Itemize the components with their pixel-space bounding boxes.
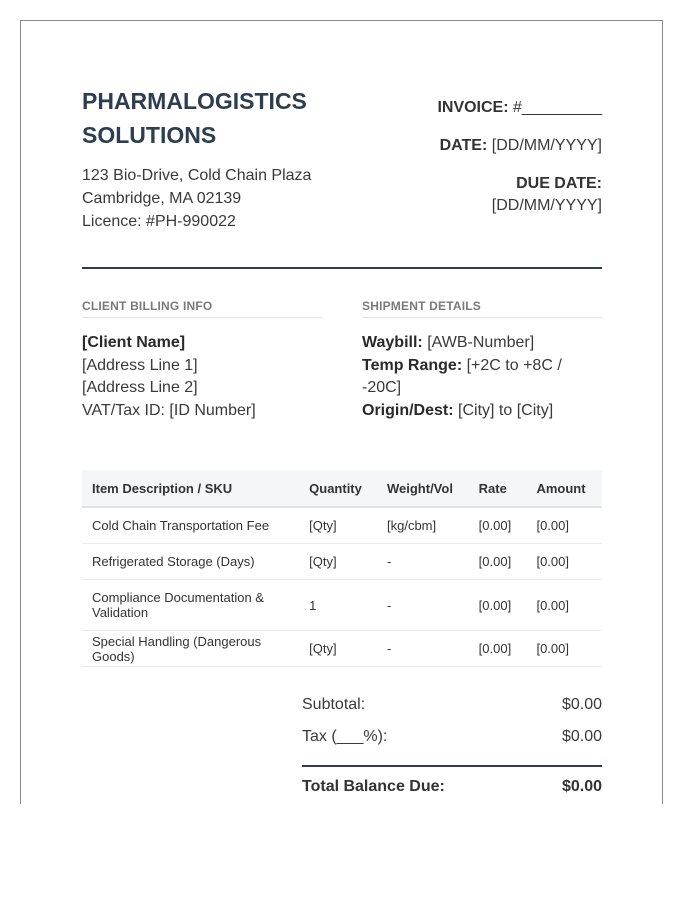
temp-range-value: [+2C to +8C / -20C] [362, 356, 562, 396]
column-header-rate: Rate [469, 470, 527, 507]
item-quantity: [Qty] [299, 544, 377, 580]
subtotal-value: $0.00 [561, 696, 602, 713]
invoice-date-label: DATE: [439, 137, 488, 154]
item-rate: [0.00] [469, 631, 527, 667]
item-rate: [0.00] [469, 580, 527, 631]
item-amount: [0.00] [526, 544, 602, 580]
due-date-value: [DD/MM/YYYY] [491, 197, 602, 214]
invoice-sheet [20, 20, 663, 804]
invoice-number-value: #_________ [513, 99, 602, 116]
item-quantity: [Qty] [299, 507, 377, 544]
tax-row [302, 721, 602, 753]
origin-dest-value: [City] to [City] [458, 401, 554, 419]
column-header-weight: Weight/Vol [377, 470, 469, 507]
column-header-description: Item Description / SKU [82, 470, 299, 507]
client-billing-title: CLIENT BILLING INFO [82, 299, 322, 318]
item-rate: [0.00] [469, 507, 527, 544]
client-address-line-2: [Address Line 2] [82, 379, 198, 396]
table-row [82, 631, 602, 667]
invoice-date-value: [DD/MM/YYYY] [491, 137, 602, 154]
company-address [82, 164, 311, 233]
invoice-number-label: INVOICE: [437, 99, 509, 116]
subtotal-row [302, 689, 602, 721]
temp-range-row [362, 355, 602, 400]
origin-dest-label: Origin/Dest: [362, 401, 454, 419]
table-row [82, 507, 602, 544]
total-balance-value: $0.00 [561, 778, 602, 795]
item-rate: [0.00] [469, 544, 527, 580]
item-quantity: [Qty] [299, 631, 377, 667]
item-weight: - [377, 580, 469, 631]
client-billing-body [82, 332, 322, 422]
totals-section [302, 689, 602, 807]
shipment-details-section [362, 299, 602, 422]
company-address-line-2: Cambridge, MA 02139 [82, 190, 242, 207]
item-description: Cold Chain Transportation Fee [82, 507, 299, 544]
item-description: Compliance Documentation & Validation [82, 580, 299, 631]
shipment-details-title: SHIPMENT DETAILS [362, 299, 602, 318]
item-weight: - [377, 631, 469, 667]
tax-label: Tax (___%): [302, 728, 388, 745]
waybill-row [362, 332, 602, 355]
client-vat-id: VAT/Tax ID: [ID Number] [82, 401, 256, 419]
line-items-table [82, 470, 602, 667]
item-amount: [0.00] [526, 580, 602, 631]
company-name: PHARMALOGISTICS SOLUTIONS [82, 88, 307, 148]
client-name: [Client Name] [82, 334, 186, 351]
subtotal-label: Subtotal: [302, 696, 366, 713]
column-header-amount: Amount [526, 470, 602, 507]
item-description: Special Handling (Dangerous Goods) [82, 631, 299, 667]
company-licence: Licence: #PH-990022 [82, 213, 236, 230]
column-header-quantity: Quantity [299, 470, 377, 507]
shipment-details-body [362, 332, 602, 422]
item-description: Refrigerated Storage (Days) [82, 544, 299, 580]
due-date-label: DUE DATE: [516, 175, 602, 192]
invoice-date-row [437, 135, 602, 157]
item-weight: - [377, 544, 469, 580]
item-amount: [0.00] [526, 631, 602, 667]
table-header-row [82, 470, 602, 507]
invoice-meta [437, 97, 602, 217]
company-address-line-1: 123 Bio-Drive, Cold Chain Plaza [82, 167, 312, 184]
item-weight: [kg/cbm] [377, 507, 469, 544]
temp-range-label: Temp Range: [362, 356, 463, 374]
item-quantity: 1 [299, 580, 377, 631]
tax-value: $0.00 [561, 728, 602, 745]
header-divider [82, 267, 602, 269]
total-balance-row [302, 767, 602, 807]
table-row [82, 544, 602, 580]
origin-dest-row [362, 400, 602, 423]
item-amount: [0.00] [526, 507, 602, 544]
waybill-label: Waybill: [362, 334, 423, 351]
invoice-number-row [437, 97, 602, 119]
table-row [82, 580, 602, 631]
due-date-row [437, 173, 602, 217]
total-balance-label: Total Balance Due: [302, 778, 445, 795]
client-billing-section [82, 299, 322, 422]
client-address-line-1: [Address Line 1] [82, 356, 198, 374]
waybill-value: [AWB-Number] [427, 334, 535, 351]
